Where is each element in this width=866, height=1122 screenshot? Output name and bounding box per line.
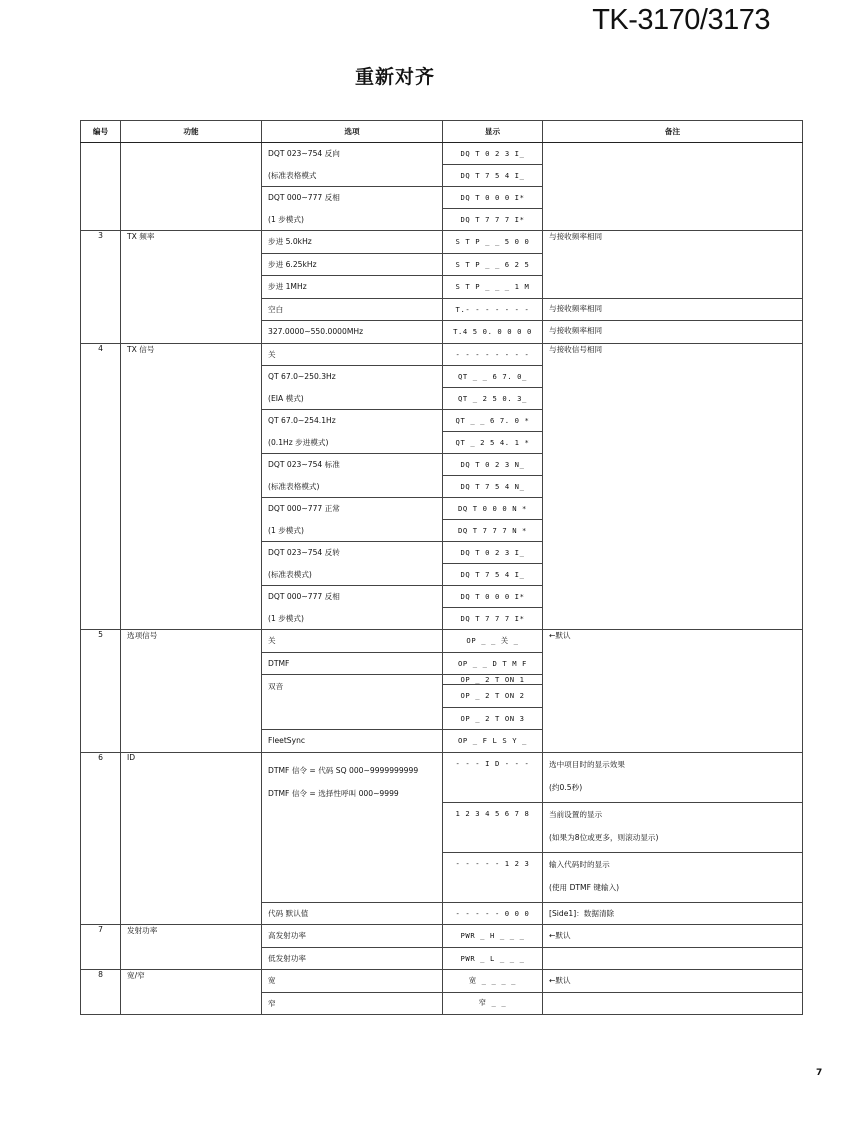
- option-cell: QT 67.0~254.1Hz: [262, 410, 443, 432]
- row-number: 4: [81, 343, 121, 630]
- option-cell: 步进 1MHz: [262, 276, 443, 299]
- note-cell: [543, 852, 803, 902]
- display-cell: - - - - - - - -: [443, 343, 543, 366]
- row-function: 选项信号: [121, 630, 262, 753]
- option-cell: [262, 752, 443, 902]
- option-cell: (1 步模式): [262, 520, 443, 542]
- table-row: [81, 143, 803, 165]
- option-cell: 关: [262, 630, 443, 653]
- display-cell: OP _ F L S Y _: [443, 730, 543, 753]
- option-cell: 高发射功率: [262, 925, 443, 948]
- row-function: [121, 143, 262, 231]
- row-function: 发射功率: [121, 925, 262, 970]
- note-line: 选中项目时的显示效果: [549, 759, 625, 769]
- display-cell: OP _ _ 关 _: [443, 630, 543, 653]
- display-cell: QT _ 2 5 4. 1 *: [443, 432, 543, 454]
- note-cell: 与接收频率相同: [543, 321, 803, 344]
- display-cell: DQ T 0 2 3 I_: [443, 143, 543, 165]
- page-title: 重新对齐: [354, 66, 435, 88]
- col-function: 功能: [121, 121, 262, 143]
- display-cell: 1 2 3 4 5 6 7 8: [443, 802, 543, 852]
- row-number: 3: [81, 231, 121, 344]
- option-cell: DQT 000~777 反相: [262, 187, 443, 209]
- option-line: DTMF 信令 = 选择性呼叫 000~9999: [268, 788, 399, 798]
- table-row: [81, 925, 803, 948]
- display-cell: DQ T 7 5 4 N_: [443, 476, 543, 498]
- display-cell: S T P _ _ _ 1 M: [443, 276, 543, 299]
- display-cell: OP _ 2 T ON 2: [443, 685, 543, 708]
- note-cell: [Side1]：数据清除: [543, 902, 803, 925]
- display-cell: OP _ 2 T ON 1: [443, 675, 543, 685]
- display-cell: OP _ 2 T ON 3: [443, 707, 543, 730]
- display-cell: DQ T 0 0 0 N *: [443, 498, 543, 520]
- note-line: 输入代码时的显示: [549, 859, 610, 869]
- alignment-table: [80, 120, 803, 1015]
- display-cell: QT _ 2 5 0. 3_: [443, 388, 543, 410]
- option-cell: 宽: [262, 970, 443, 993]
- display-cell: DQ T 7 5 4 I_: [443, 165, 543, 187]
- note-cell: [543, 143, 803, 231]
- display-cell: DQ T 7 7 7 I*: [443, 209, 543, 231]
- row-function: 宽/窄: [121, 970, 262, 1015]
- display-cell: S T P _ _ 6 2 5: [443, 253, 543, 276]
- note-cell: 与接收频率相同: [543, 298, 803, 321]
- option-cell: 步进 6.25kHz: [262, 253, 443, 276]
- note-cell: [543, 752, 803, 802]
- display-cell: T.4 5 0. 0 0 0 0: [443, 321, 543, 344]
- row-number: 7: [81, 925, 121, 970]
- display-cell: DQ T 7 5 4 I_: [443, 564, 543, 586]
- row-number: [81, 143, 121, 231]
- option-cell: (标准表模式): [262, 564, 443, 586]
- option-cell: 代码 默认值: [262, 902, 443, 925]
- note-cell: 与接收频率相同: [543, 231, 803, 299]
- col-display: 显示: [443, 121, 543, 143]
- table-row: [81, 752, 803, 802]
- option-cell: FleetSync: [262, 730, 443, 753]
- display-cell: 宽 _ _ _ _: [443, 970, 543, 993]
- display-cell: - - - I D - - -: [443, 752, 543, 802]
- option-cell: DQT 023~754 反转: [262, 542, 443, 564]
- col-option: 选项: [262, 121, 443, 143]
- note-line: (如果为8位或更多，则滚动显示): [549, 832, 659, 842]
- display-cell: QT _ _ 6 7. 0_: [443, 366, 543, 388]
- page-number: 7: [816, 1068, 823, 1078]
- display-cell: DQ T 7 7 7 N *: [443, 520, 543, 542]
- display-cell: S T P _ _ 5 0 0: [443, 231, 543, 254]
- display-cell: DQ T 0 0 0 I*: [443, 586, 543, 608]
- option-line: DTMF 信令 = 代码 SQ 000~9999999999: [268, 765, 419, 775]
- display-cell: 窄 _ _: [443, 992, 543, 1015]
- display-cell: - - - - - 0 0 0: [443, 902, 543, 925]
- row-function: ID: [121, 752, 262, 925]
- table-row: [81, 970, 803, 993]
- display-cell: PWR _ H _ _ _: [443, 925, 543, 948]
- note-cell: ←默认: [543, 925, 803, 948]
- option-cell: 327.0000~550.0000MHz: [262, 321, 443, 344]
- option-cell: DQT 023~754 反向: [262, 143, 443, 165]
- option-cell: 双音: [262, 675, 443, 730]
- option-cell: DQT 000~777 正常: [262, 498, 443, 520]
- note-line: 当前设置的显示: [549, 809, 603, 819]
- display-cell: QT _ _ 6 7. 0 *: [443, 410, 543, 432]
- option-cell: QT 67.0~250.3Hz: [262, 366, 443, 388]
- table-row: [81, 231, 803, 254]
- table-row: [81, 343, 803, 366]
- display-cell: - - - - - 1 2 3: [443, 852, 543, 902]
- model-number: TK-3170/3173: [592, 4, 770, 36]
- option-cell: DTMF: [262, 652, 443, 675]
- option-cell: 低发射功率: [262, 947, 443, 970]
- col-number: 编号: [81, 121, 121, 143]
- display-cell: DQ T 0 2 3 N_: [443, 454, 543, 476]
- note-cell: [543, 802, 803, 852]
- note-cell: [543, 947, 803, 970]
- display-cell: DQ T 7 7 7 I*: [443, 608, 543, 630]
- row-function: TX 频率: [121, 231, 262, 344]
- option-cell: DQT 000~777 反相: [262, 586, 443, 608]
- option-cell: 空白: [262, 298, 443, 321]
- display-cell: PWR _ L _ _ _: [443, 947, 543, 970]
- option-cell: (0.1Hz 步进模式): [262, 432, 443, 454]
- display-cell: DQ T 0 2 3 I_: [443, 542, 543, 564]
- note-cell: 与接收信号相同: [543, 343, 803, 630]
- option-cell: (EIA 模式): [262, 388, 443, 410]
- display-cell: T.- - - - - - -: [443, 298, 543, 321]
- option-cell: (1 步模式): [262, 209, 443, 231]
- option-cell: (1 步模式): [262, 608, 443, 630]
- note-cell: [543, 992, 803, 1015]
- option-cell: 窄: [262, 992, 443, 1015]
- note-line: (约0.5秒): [549, 782, 583, 792]
- option-cell: DQT 023~754 标准: [262, 454, 443, 476]
- row-number: 8: [81, 970, 121, 1015]
- option-cell: (标准表格模式): [262, 476, 443, 498]
- col-note: 备注: [543, 121, 803, 143]
- display-cell: OP _ _ D T M F: [443, 652, 543, 675]
- table-header: [81, 121, 803, 143]
- row-number: 6: [81, 752, 121, 925]
- row-function: TX 信号: [121, 343, 262, 630]
- note-cell: ←默认: [543, 970, 803, 993]
- option-cell: (标准表格模式: [262, 165, 443, 187]
- option-cell: 关: [262, 343, 443, 366]
- row-number: 5: [81, 630, 121, 753]
- note-cell: ←默认: [543, 630, 803, 753]
- display-cell: DQ T 0 0 0 I*: [443, 187, 543, 209]
- option-cell: 步进 5.0kHz: [262, 231, 443, 254]
- note-line: (使用 DTMF 键输入): [549, 882, 620, 892]
- table-row: [81, 630, 803, 653]
